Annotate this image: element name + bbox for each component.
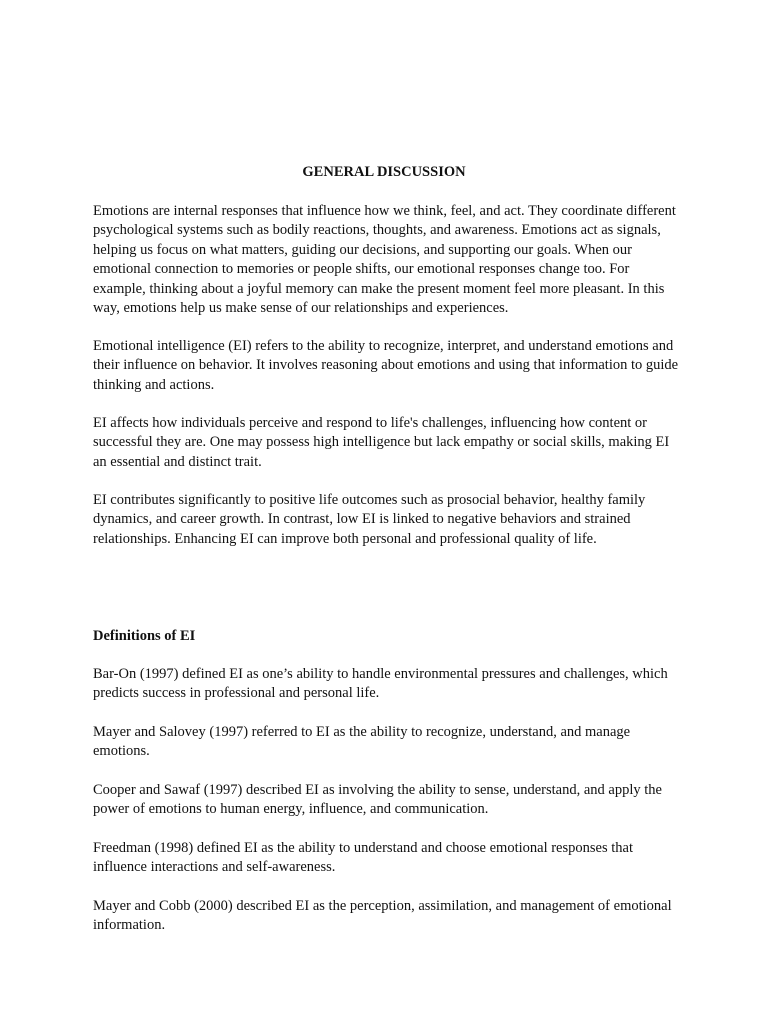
definitions-heading: Definitions of EI	[93, 628, 196, 644]
page-title: GENERAL DISCUSSION	[302, 164, 466, 180]
paragraph-ei-definition: Emotional intelligence (EI) refers to the ability to recognize, interpret, and understand emotions and their influence on behavior. It involves reasoning about emotions and using that information to guide thinking and actions.	[93, 338, 679, 393]
definition-mayer-cobb: Mayer and Cobb (2000) described EI as the perception, assimilation, and management of emotional information.	[93, 898, 672, 934]
definition-cooper-sawaf: Cooper and Sawaf (1997) described EI as involving the ability to sense, understand, and apply the power of emotions to human energy, influence, and communication.	[93, 782, 662, 818]
paragraph-ei-outcomes: EI contributes significantly to positive life outcomes such as prosocial behavior, healthy family dynamics, and career growth. In contrast, low EI is linked to negative behaviors and strained relationships. Enhancing EI can improve both personal and professional quality of life.	[93, 492, 646, 547]
paragraph-ei-challenges: EI affects how individuals perceive and respond to life's challenges, influencing how content or successful they are. One may possess high intelligence but lack empathy or social skills, making EI an essential and distinct trait.	[93, 415, 670, 470]
definition-freedman: Freedman (1998) defined EI as the ability to understand and choose emotional responses that influence interactions and self-awareness.	[93, 840, 633, 876]
definition-mayer-salovey: Mayer and Salovey (1997) referred to EI as the ability to recognize, understand, and manage emotions.	[93, 724, 631, 760]
paragraph-emotions: Emotions are internal responses that influence how we think, feel, and act. They coordinate different psychological systems such as bodily reactions, thoughts, and awareness. Emotions act as signals, helping us focus on what matters, guiding our decisions, and supporting our goals. When our emotional connection to memories or people shifts, our emotional responses change too. For example, thinking about a joyful memory can make the present moment feel more pleasant. In this way, emotions help us make sense of our relationships and experiences.	[93, 203, 676, 317]
definition-bar-on: Bar-On (1997) defined EI as one’s ability to handle environmental pressures and challenges, which predicts success in professional and personal life.	[93, 666, 668, 702]
